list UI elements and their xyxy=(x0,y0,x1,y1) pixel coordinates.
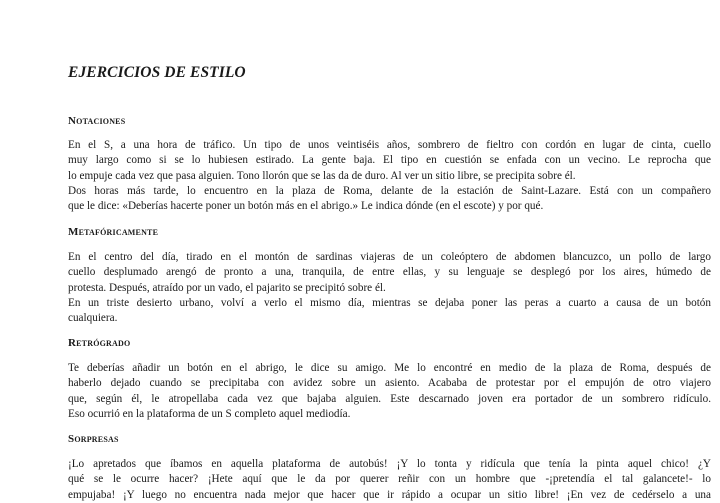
text-line: empujaba! ¡Y luego no encuentra nada mejor que hacer que ir rápido a ocupar un sitio libre! ¡En vez de cedérselo a una xyxy=(68,488,711,501)
section-body-retrogrado xyxy=(68,361,711,422)
text-line: En un triste desierto urbano, volví a verlo el mismo día, mientras se dejaba poner las peras a cuarto a causa de un botón xyxy=(68,296,711,309)
text-line: muy largo como si se lo hubiesen estirado. La gente baja. El tipo en cuestión se enfada con un vecino. Le reprocha que xyxy=(68,154,711,167)
section-body-sorpresas xyxy=(68,457,711,503)
text-line: En el centro del día, tirado en el montón de sardinas viajeras de un coleóptero de abdomen blancuzco, un pollo de largo xyxy=(68,251,711,263)
text-line: haberlo dejado cuando se precipitaba con avidez sobre un asiento. Acababa de protestar por el empujón de otro viajero xyxy=(68,377,711,390)
section-body-metaforicamente xyxy=(68,250,711,326)
section-heading-sorpresas: Sorpresas xyxy=(68,433,119,445)
text-line: que, según él, le atropellaba cada vez que bajaba alguien. Este descarnado joven era portador de un sombrero ridículo. xyxy=(68,392,711,405)
text-line: cuello desplumado arengó de pronto a una, tranquila, de entre ellas, y su lenguaje se desplegó por los aires, húmedo de xyxy=(68,266,711,279)
text-line: ¡Lo apretados que íbamos en aquella plataforma de autobús! ¡Y lo tonta y ridícula que tenía la pinta aquel chico! ¿Y xyxy=(68,458,711,470)
section-body-notaciones xyxy=(68,138,711,214)
document-title: EJERCICIOS DE ESTILO xyxy=(68,64,246,81)
text-line: que le dice: «Deberías hacerte poner un botón más en el abrigo.» Le indica dónde (en el escote) y por qué. xyxy=(68,200,544,213)
text-line: Eso ocurrió en la plataforma de un S completo aquel mediodía. xyxy=(68,407,351,420)
section-heading-retrogrado: Retrógrado xyxy=(68,337,131,349)
text-line: Te deberías añadir un botón en el abrigo, le dice su amigo. Me lo encontré en medio de la plaza de Roma, después de xyxy=(68,362,711,374)
text-line: Dos horas más tarde, lo encuentro en la plaza de Roma, delante de la estación de Saint-Lazare. Está con un compañero xyxy=(68,184,711,197)
text-line: cualquiera. xyxy=(68,312,118,325)
text-line: lo empuje cada vez que pasa alguien. Tono llorón que se las da de duro. Al ver un sitio libre, se precipita sobre él. xyxy=(68,169,576,182)
section-heading-notaciones: Notaciones xyxy=(68,115,126,127)
text-line: protesta. Después, atraído por un vado, el pajarito se precipitó sobre él. xyxy=(68,281,386,294)
section-heading-metaforicamente: Metafóricamente xyxy=(68,226,159,238)
text-line: En el S, a una hora de tráfico. Un tipo de unos veintiséis años, sombrero de fieltro con cordón en lugar de cinta, cuello xyxy=(68,139,711,151)
text-line: qué se le ocurre hacer? ¡Hete aquí que le da por querer reñir con un hombre que -¡pretendía el tal galancete!- lo xyxy=(68,473,711,486)
